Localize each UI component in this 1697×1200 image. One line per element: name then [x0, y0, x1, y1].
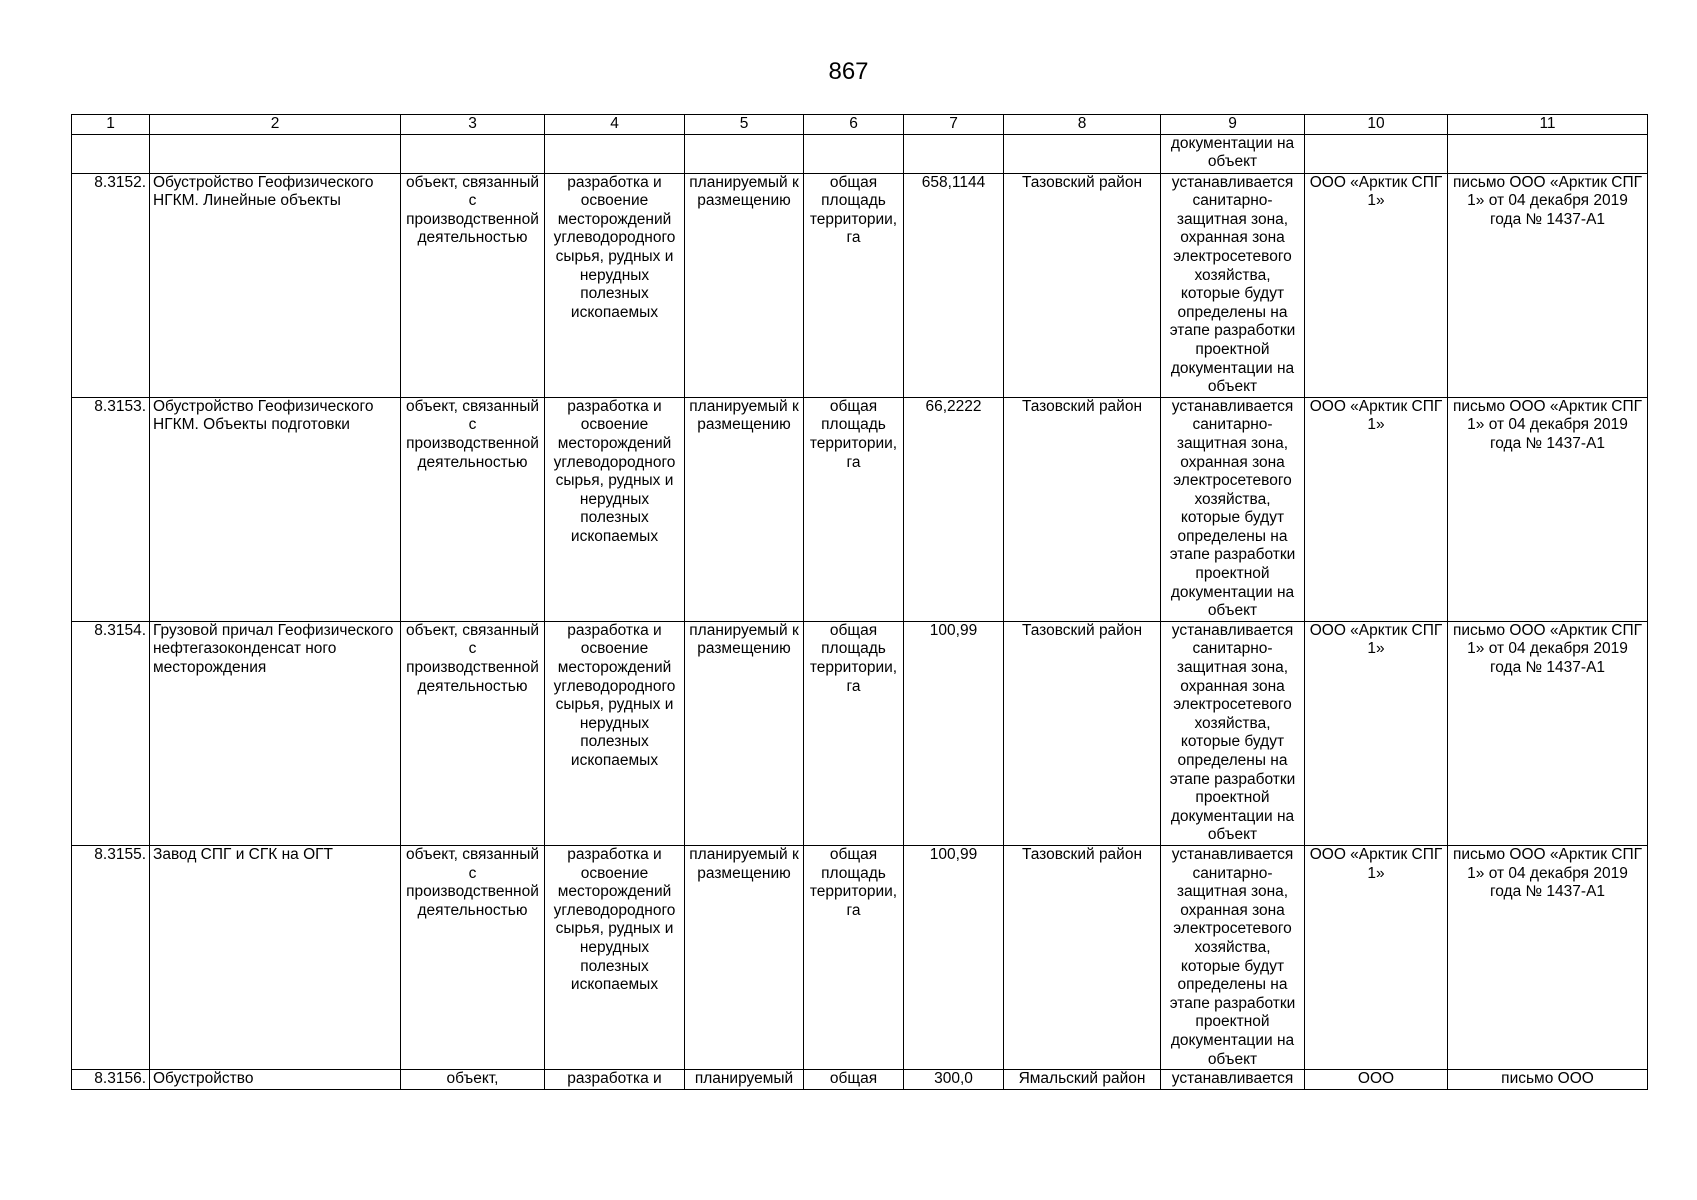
object-status: планируемый к размещению: [685, 397, 804, 621]
empty-cell: [1004, 134, 1161, 173]
column-header: 3: [401, 115, 545, 135]
empty-cell: [804, 134, 904, 173]
object-type: объект, связанный с производственной деятельностью: [401, 173, 545, 397]
column-header: 2: [150, 115, 401, 135]
zones-cell: устанавливается санитарно-защитная зона, охранная зона электросетевого хозяйства, которые будут определены на этапе разработки проектной документации на объект: [1161, 397, 1305, 621]
object-purpose: разработка и: [545, 1070, 685, 1090]
object-value: 300,0: [904, 1070, 1004, 1090]
column-header: 11: [1448, 115, 1648, 135]
object-name: Обустройство Геофизического НГКМ. Объекты подготовки: [150, 397, 401, 621]
basis-cell: письмо ООО: [1448, 1070, 1648, 1090]
empty-cell: [545, 134, 685, 173]
object-characteristic: общая площадь территории, га: [804, 621, 904, 845]
object-characteristic: общая площадь территории, га: [804, 397, 904, 621]
empty-cell: [685, 134, 804, 173]
initiator-cell: ООО «Арктик СПГ 1»: [1305, 173, 1448, 397]
object-location: Тазовский район: [1004, 397, 1161, 621]
object-purpose: разработка и освоение месторождений углеводородного сырья, рудных и нерудных полезных ископаемых: [545, 173, 685, 397]
empty-cell: [150, 134, 401, 173]
zones-cell: устанавливается: [1161, 1070, 1305, 1090]
continuation-row: [72, 134, 1648, 173]
object-status: планируемый к размещению: [685, 845, 804, 1069]
object-characteristic: общая площадь территории, га: [804, 173, 904, 397]
object-value: 100,99: [904, 845, 1004, 1069]
column-header: 4: [545, 115, 685, 135]
object-characteristic: общая: [804, 1070, 904, 1090]
empty-cell: [72, 134, 150, 173]
registry-table: [71, 114, 1648, 1090]
object-purpose: разработка и освоение месторождений углеводородного сырья, рудных и нерудных полезных ископаемых: [545, 621, 685, 845]
row-number: 8.3156.: [72, 1070, 150, 1090]
object-location: Тазовский район: [1004, 621, 1161, 845]
initiator-cell: ООО «Арктик СПГ 1»: [1305, 621, 1448, 845]
table-row: [72, 845, 1648, 1069]
object-type: объект, связанный с производственной деятельностью: [401, 621, 545, 845]
object-status: планируемый к размещению: [685, 621, 804, 845]
object-type: объект,: [401, 1070, 545, 1090]
table-row: [72, 621, 1648, 845]
column-header: 7: [904, 115, 1004, 135]
object-type: объект, связанный с производственной деятельностью: [401, 845, 545, 1069]
zones-cell: устанавливается санитарно-защитная зона, охранная зона электросетевого хозяйства, которые будут определены на этапе разработки проектной документации на объект: [1161, 621, 1305, 845]
empty-cell: [1305, 134, 1448, 173]
basis-cell: письмо ООО «Арктик СПГ 1» от 04 декабря 2019 года № 1437-А1: [1448, 621, 1648, 845]
object-status: планируемый: [685, 1070, 804, 1090]
object-value: 658,1144: [904, 173, 1004, 397]
row-number: 8.3153.: [72, 397, 150, 621]
empty-cell: [401, 134, 545, 173]
row-number: 8.3155.: [72, 845, 150, 1069]
initiator-cell: ООО «Арктик СПГ 1»: [1305, 845, 1448, 1069]
table-row: [72, 397, 1648, 621]
zones-cell: документации на объект: [1161, 134, 1305, 173]
column-header: 9: [1161, 115, 1305, 135]
object-purpose: разработка и освоение месторождений углеводородного сырья, рудных и нерудных полезных ископаемых: [545, 397, 685, 621]
object-purpose: разработка и освоение месторождений углеводородного сырья, рудных и нерудных полезных ископаемых: [545, 845, 685, 1069]
object-name: Завод СПГ и СГК на ОГТ: [150, 845, 401, 1069]
basis-cell: письмо ООО «Арктик СПГ 1» от 04 декабря 2019 года № 1437-А1: [1448, 397, 1648, 621]
object-type: объект, связанный с производственной деятельностью: [401, 397, 545, 621]
column-header: 6: [804, 115, 904, 135]
object-name: Грузовой причал Геофизического нефтегазоконденсат ного месторождения: [150, 621, 401, 845]
empty-cell: [1448, 134, 1648, 173]
object-name: Обустройство Геофизического НГКМ. Линейные объекты: [150, 173, 401, 397]
basis-cell: письмо ООО «Арктик СПГ 1» от 04 декабря 2019 года № 1437-А1: [1448, 173, 1648, 397]
header-row: [72, 115, 1648, 135]
row-number: 8.3152.: [72, 173, 150, 397]
column-header: 1: [72, 115, 150, 135]
basis-cell: письмо ООО «Арктик СПГ 1» от 04 декабря 2019 года № 1437-А1: [1448, 845, 1648, 1069]
table-row: [72, 173, 1648, 397]
column-header: 10: [1305, 115, 1448, 135]
empty-cell: [904, 134, 1004, 173]
column-header: 8: [1004, 115, 1161, 135]
object-status: планируемый к размещению: [685, 173, 804, 397]
page-number: 867: [828, 58, 869, 85]
initiator-cell: ООО: [1305, 1070, 1448, 1090]
column-header: 5: [685, 115, 804, 135]
object-value: 100,99: [904, 621, 1004, 845]
object-value: 66,2222: [904, 397, 1004, 621]
table-row: [72, 1070, 1648, 1090]
zones-cell: устанавливается санитарно-защитная зона, охранная зона электросетевого хозяйства, которые будут определены на этапе разработки проектной документации на объект: [1161, 845, 1305, 1069]
object-characteristic: общая площадь территории, га: [804, 845, 904, 1069]
zones-cell: устанавливается санитарно-защитная зона, охранная зона электросетевого хозяйства, которые будут определены на этапе разработки проектной документации на объект: [1161, 173, 1305, 397]
row-number: 8.3154.: [72, 621, 150, 845]
object-location: Тазовский район: [1004, 173, 1161, 397]
object-name: Обустройство: [150, 1070, 401, 1090]
object-location: Тазовский район: [1004, 845, 1161, 1069]
object-location: Ямальский район: [1004, 1070, 1161, 1090]
initiator-cell: ООО «Арктик СПГ 1»: [1305, 397, 1448, 621]
